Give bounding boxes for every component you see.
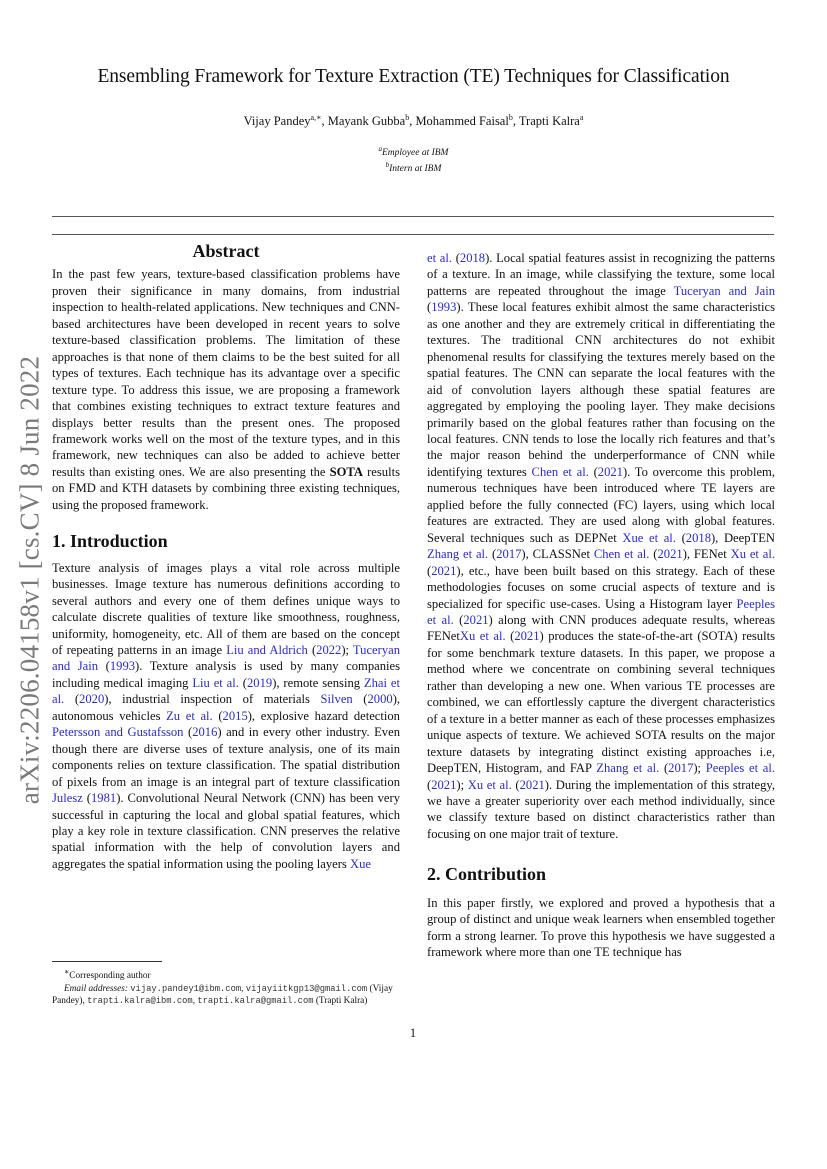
body-text: ( [183, 725, 193, 740]
citation-link[interactable]: 2018 [459, 251, 486, 265]
body-text: ( [511, 777, 520, 792]
citation-link[interactable]: 2017 [668, 761, 694, 776]
body-text: ); [341, 642, 353, 657]
body-text: ( [427, 300, 432, 315]
body-text: ). These local features exhibit almost the same characteristics as one another and they are extremely critical in differentiating the textures. The traditional CNN architectures do not exhibit phenomenal results for classifying the textures merely based on the spatial features. The CNN can separate the local features with the aid of convolution layers although these spatial features are aggregated by employing the pooling layer. They make decisions primarily based on the global features rather than focusing on the local features. CNN tends to lose the locally rich features and that’s the major reason behind the underperformance of CNN while identifying textures [427, 300, 775, 479]
body-text: ), industrial inspection of materials [104, 692, 321, 707]
body-text: ); [693, 761, 706, 776]
citation-link[interactable]: 2022 [316, 642, 342, 657]
citation-link[interactable]: 2021 [519, 777, 545, 792]
introduction-body-continued [427, 250, 775, 842]
left-column [52, 243, 400, 872]
body-text: ), explosive hazard detection [247, 708, 400, 723]
body-text: ( [427, 563, 432, 578]
citation-link[interactable]: 2021 [431, 777, 457, 792]
citation-link[interactable]: Chen et al. [593, 547, 650, 562]
citation-link[interactable]: 2021 [463, 612, 489, 627]
body-text: ( [453, 612, 464, 627]
body-text: ), CLASSNet [521, 547, 594, 562]
sota-bold: SOTA [329, 464, 363, 479]
citation-link[interactable]: 2018 [685, 530, 711, 545]
section-heading-introduction: 1. Introduction [52, 531, 168, 552]
citation-link[interactable]: Tuceryan and Jain [673, 283, 775, 298]
abstract-body: In the past few years, texture-based classification problems have proven their significance in many domains, from industrial inspection to health-related applications. New techniques and CNN-based architectures have been developed in recent years to solve texture-based classification problems. The limitation of these approaches is that none of them claims to be the best suited for all types of textures. Each technique has its advantage over a specific texture type. To address this issue, we are proposing a framework that combines existing techniques to extract texture features and displays better results than the present ones. The proposed framework works well on the most of the texture types, and in this framework, new techniques can also be added to achieve better results than existing ones. We are also presenting the SOTA results on FMD and KTH datasets by combining three existing techniques, using the proposed framework. [52, 267, 400, 512]
citation-link[interactable]: Xu et al. [459, 629, 506, 644]
citation-link[interactable]: Xue [349, 856, 371, 871]
body-text: ( [307, 642, 317, 657]
author-affil-mark: a [579, 113, 584, 122]
citation-link[interactable]: 2020 [79, 692, 105, 707]
affiliation: $^b$Intern at IBM [385, 161, 442, 175]
citation-link[interactable]: Chen et al. [531, 464, 589, 479]
body-text: ( [488, 547, 497, 562]
citation-link[interactable]: 2015 [222, 708, 248, 723]
arxiv-stamp: arXiv:2206.04158v1 [cs.CV] 8 Jun 2022 [14, 355, 45, 805]
page-number: 1 [409, 1026, 417, 1040]
body-text: ); [456, 777, 468, 792]
citation-link[interactable]: Peeples et al. [705, 761, 776, 776]
body-text: ( [505, 629, 515, 644]
citation-link[interactable]: Xue et al. [622, 530, 676, 545]
corresponding-author-note: ∗Corresponding author [64, 967, 151, 982]
abstract-heading: Abstract [192, 241, 260, 261]
citation-link[interactable]: 2016 [192, 725, 218, 740]
body-text: ( [64, 692, 80, 707]
body-text: ( [649, 547, 658, 562]
top-rule [52, 216, 774, 217]
citation-link[interactable]: 2021 [657, 547, 683, 562]
body-text: ) along with CNN produces adequate results, whereas FENet [427, 612, 776, 644]
author-list: Vijay Pandey$^{a,∗}$, Mayank Gubba$^b$, Mohammed Faisal$^b$, Trapti Kalra$^a$ [243, 113, 584, 129]
body-text: ( [352, 692, 368, 707]
citation-link[interactable]: Xu et al. [730, 547, 776, 562]
abstract-rule [52, 234, 774, 235]
affiliation: $^a$Employee at IBM [378, 145, 449, 159]
author-name: Mayank Gubba [327, 114, 406, 129]
body-text: ). Texture analysis is used by many companies including medical imaging [52, 659, 401, 690]
body-text: Texture analysis of images plays a vital role across multiple businesses. Image texture has numerous definitions according to several authors and every one of them defines unique ways to calculate discrete qualities of texture like smoothness, roughness, uniformity, homogeneity, etc. All of them are based on the concept of repeating patterns in an image [52, 560, 400, 657]
citation-link[interactable]: Petersson and Gustafsson [52, 725, 184, 740]
author-affil-mark: b [508, 113, 513, 122]
email-link[interactable]: trapti.kalra@ibm.com [87, 995, 193, 1006]
body-text: ), FENet [682, 547, 731, 562]
citation-link[interactable]: 1993 [431, 300, 457, 315]
body-text: ), autonomous vehicles [52, 692, 401, 723]
email-link[interactable]: trapti.kalra@gmail.com [197, 995, 314, 1006]
body-text: ). To overcome this problem, numerous techniques have been introduced where TE layers are applied before the fully connected (FC) layers, using which local features are extracted. They are used along with global features. Several techniques such as DEPNet [427, 464, 775, 545]
section-heading-contribution: 2. Contribution [427, 864, 547, 885]
body-text: ( [675, 530, 686, 545]
author-name: Mohammed Faisal [415, 114, 509, 129]
citation-link[interactable]: 2021 [597, 464, 623, 479]
citation-link[interactable]: Liu et al. [192, 675, 239, 690]
paper-title: Ensembling Framework for Texture Extraction (TE) Techniques for Classification [97, 66, 730, 87]
citation-link[interactable]: et al. [427, 251, 453, 265]
body-text: ( [427, 777, 432, 792]
introduction-body [52, 560, 400, 873]
body-text: ), remote sensing [272, 675, 364, 690]
email-link[interactable]: vijay.pandey1@ibm.com [130, 983, 242, 994]
citation-link[interactable]: Peeples et al. [427, 596, 775, 627]
citation-link[interactable]: 2021 [431, 563, 457, 578]
citation-link[interactable]: Liu and Aldrich [226, 642, 308, 657]
citation-link[interactable]: Julesz [52, 791, 83, 806]
body-text: ( [238, 675, 247, 690]
body-text: ), etc., have been built based on this strategy. Each of these methodologies focuses on some crucial aspects of texture and is specialized for specific use-cases. Using a Histogram layer [427, 563, 775, 611]
body-text: ). Local spatial features assist in recognizing the patterns of a texture. In an image, while classifying the texture, some local patterns are repeated throughout the image [427, 251, 775, 298]
footnote [52, 966, 412, 1007]
footnote-rule [52, 961, 162, 962]
citation-link[interactable]: Silven [320, 692, 353, 707]
citation-link[interactable]: 2017 [496, 547, 522, 562]
body-text: ( [98, 659, 110, 674]
citation-link[interactable]: 1993 [109, 659, 136, 674]
body-text: ), DeepTEN [710, 530, 776, 545]
citation-link[interactable]: Xu et al. [467, 777, 512, 792]
right-column [427, 250, 775, 961]
author-affil-mark: b [405, 113, 410, 122]
body-text: ) and in every other industry. Even though there are diverse uses of texture analysis, one of its main components relies on texture classification. The spatial distribution of pixels from an image is an integral part of texture classification [52, 725, 400, 789]
email-addresses: Email addresses: vijay.pandey1@ibm.com, vijayiitkgp13@gmail.com (Vijay Pandey), trapti.kalra@ibm.com, trapti.kalra@gmail.com (Trapti Kalra) [52, 983, 393, 1006]
author-name: Vijay Pandey [243, 114, 311, 129]
body-text: ( [659, 761, 669, 776]
body-text: ( [588, 464, 598, 479]
author-name: Trapti Kalra [518, 114, 580, 129]
citation-link[interactable]: Zhang et al. [596, 761, 660, 776]
author-affil-mark: a,∗ [310, 113, 322, 122]
body-text: ( [212, 708, 223, 723]
citation-link[interactable]: 2019 [247, 675, 273, 690]
citation-link[interactable]: Zhang et al. [427, 547, 489, 562]
citation-link[interactable]: Tuceryan and Jain [52, 642, 401, 674]
citation-link[interactable]: Zhai et al. [52, 675, 400, 707]
contribution-body: In this paper firstly, we explored and proved a hypothesis that a group of distinct and unique weak learners when ensembled together form a strong learner. To prove this hypothesis we have suggested a framework where more than one TE technique has [427, 895, 775, 960]
body-text: ( [82, 791, 91, 806]
body-text: ). Convolutional Neural Network (CNN) has been very successful in capturing the local and global spatial features, which play a key role in texture classification. CNN preserves the relative spatial information with the help of convolution layers and aggregates the spatial information using the pooling layers [52, 791, 400, 871]
body-text: ) produces the state-of-the-art (SOTA) results for some benchmark texture datasets. In this paper, we propose a method where we concentrate on combining several techniques rather than developing a new one. When various TE processes are combined, we can effortlessly capture the divergent characteristics of a texture in a better manner as each of these processes emphasizes unique aspects of texture. We achieved SOTA results on the major texture datasets by integrating distinct existing approaches i.e, DeepTEN, Histogram, and FAP [427, 629, 776, 776]
citation-link[interactable]: 1981 [91, 791, 117, 806]
citation-link[interactable]: 2000 [367, 692, 393, 707]
citation-link[interactable]: 2021 [514, 629, 540, 644]
email-link[interactable]: vijayiitkgp13@gmail.com [245, 983, 368, 994]
body-text: ( [452, 251, 460, 265]
affiliations [0, 143, 827, 175]
citation-link[interactable]: Zu et al. [166, 708, 213, 723]
body-text: ). During the implementation of this strategy, we have a greater superiority over each method individually, since we classify texture based on distinct characteristics rather than focusing on one major trait of texture. [427, 777, 775, 841]
